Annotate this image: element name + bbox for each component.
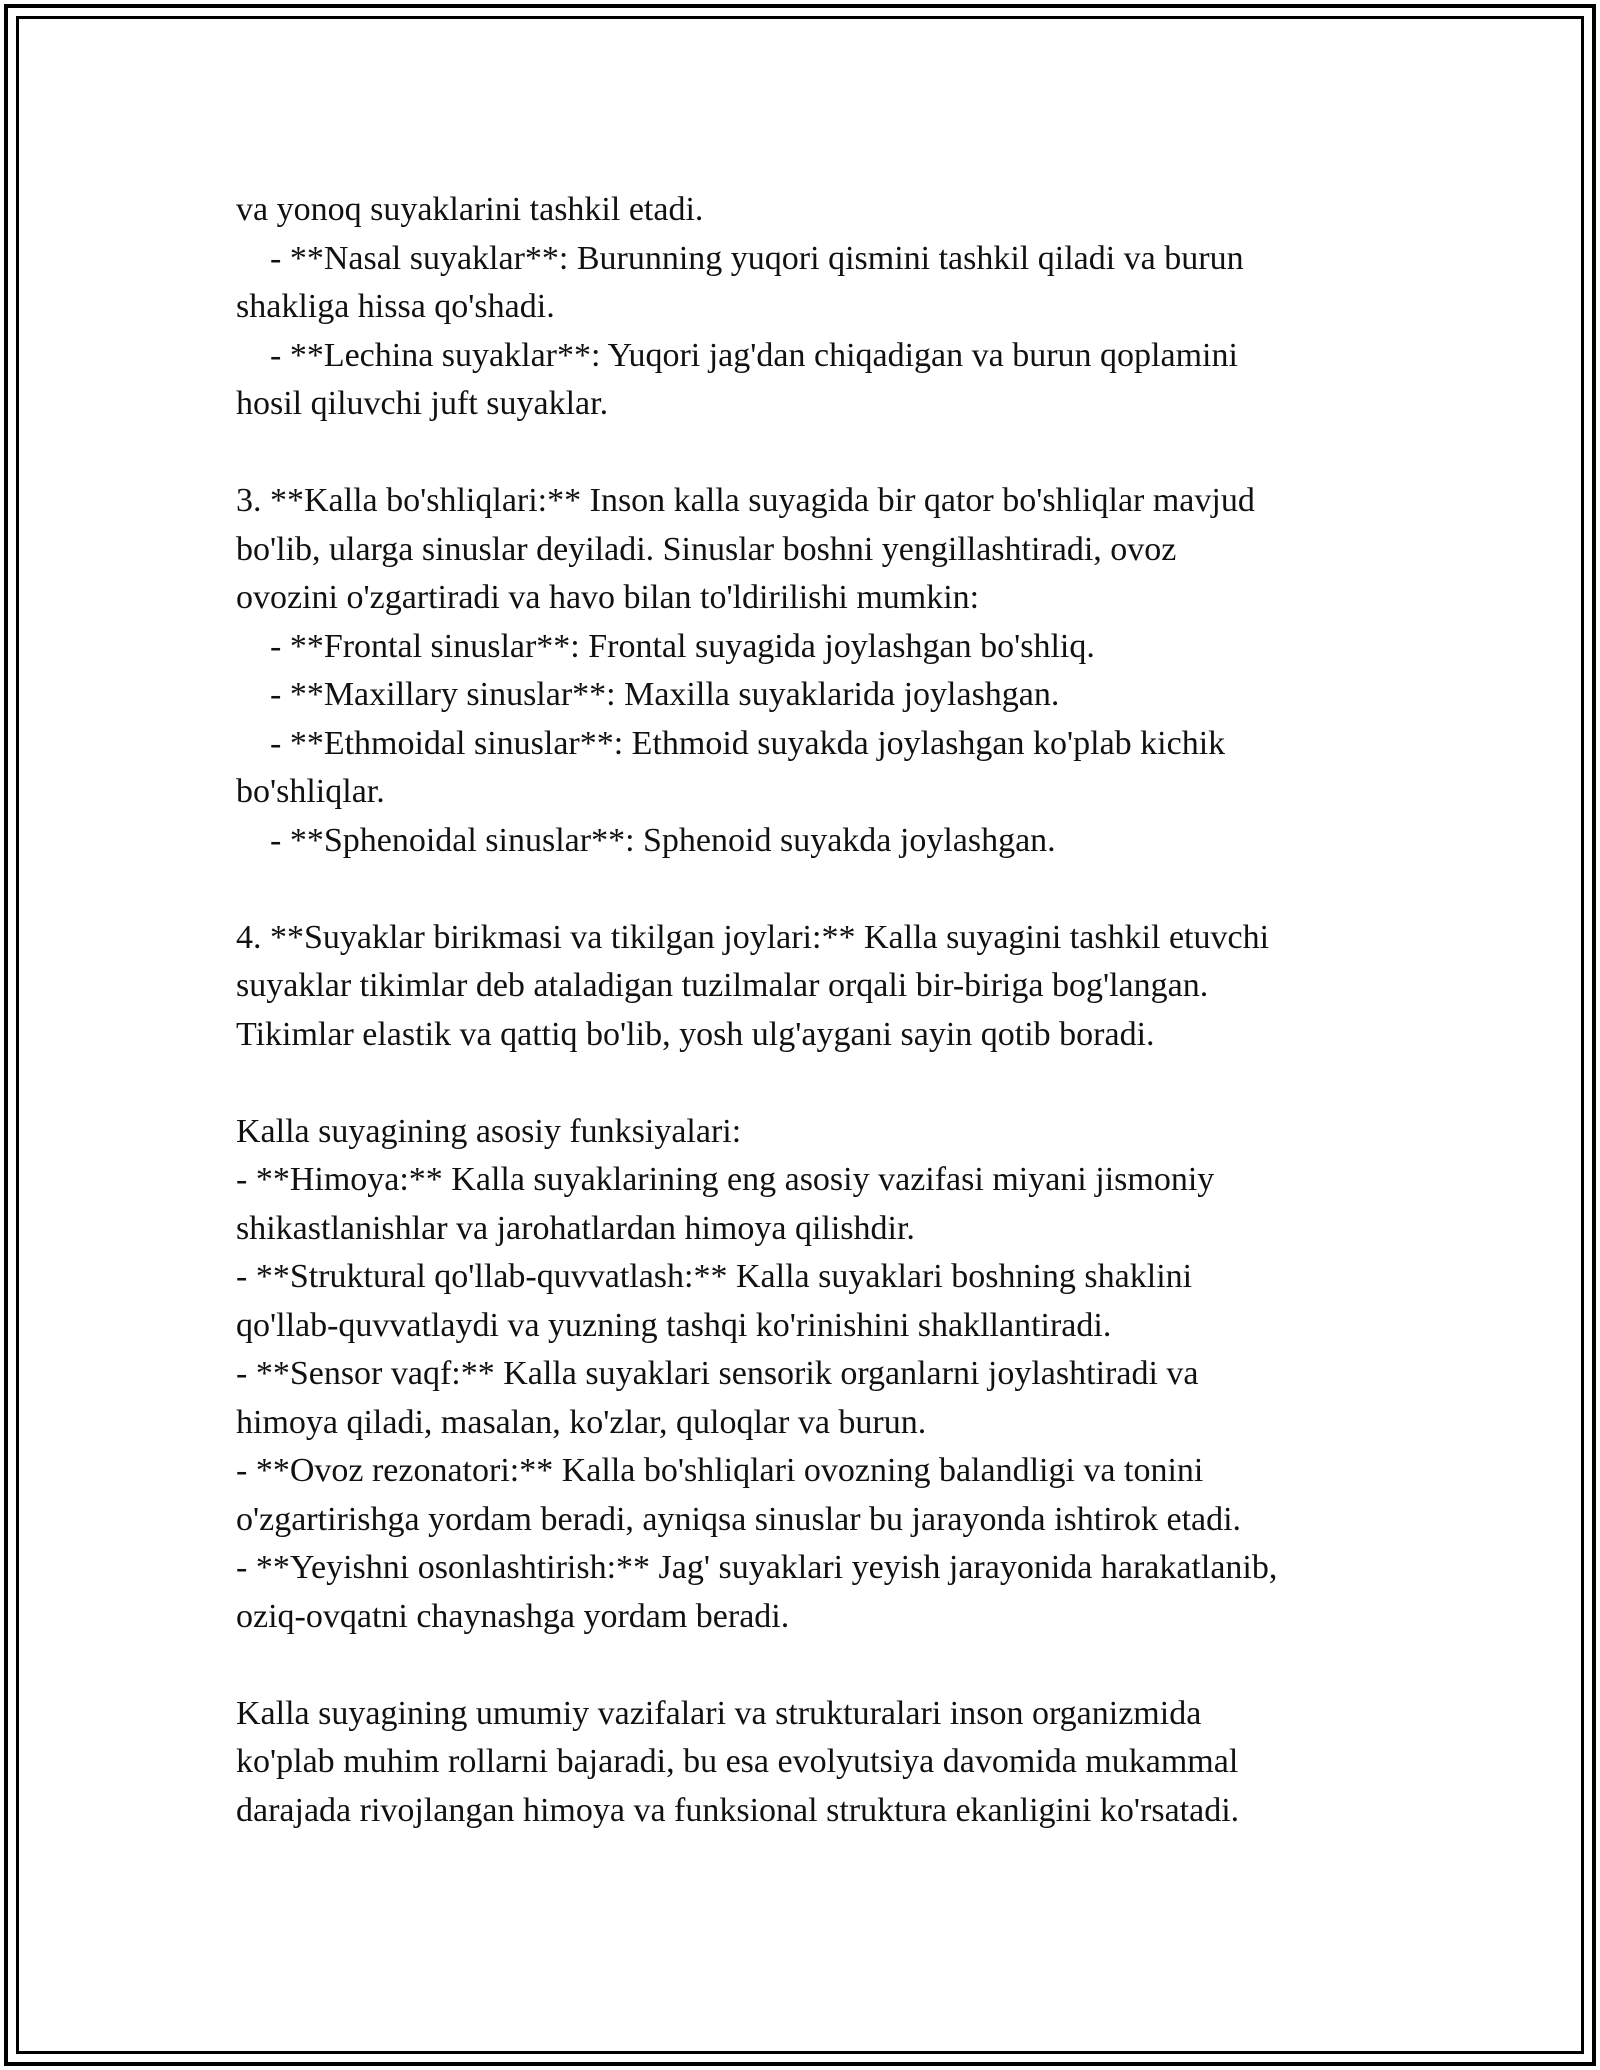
text-line: suyaklar tikimlar deb ataladigan tuzilmalar orqali bir-biriga bog'langan. <box>236 967 1209 1004</box>
text-line <box>236 865 1396 914</box>
text-line: darajada rivojlangan himoya va funksional struktura ekanligini ko'rsatadi. <box>236 1791 1240 1829</box>
text-line <box>236 429 1396 478</box>
text-line: - **Yeyishni osonlashtirish:** Jag' suyaklari yeyish jarayonida harakatlanib, <box>236 1549 1278 1586</box>
text-line: - **Ethmoidal sinuslar**: Ethmoid suyakda joylashgan ko'plab kichik <box>236 724 1226 762</box>
document-body <box>236 186 1396 1835</box>
text-line: - **Maxillary sinuslar**: Maxilla suyaklarida joylashgan. <box>236 676 1060 713</box>
text-line: 3. **Kalla bo'shliqlari:** Inson kalla suyagida bir qator bo'shliqlar mavjud <box>236 482 1255 519</box>
text-line <box>236 1641 1396 1690</box>
text-line: Tikimlar elastik va qattiq bo'lib, yosh ulg'aygani sayin qotib boradi. <box>236 1015 1155 1053</box>
text-line: himoya qiladi, masalan, ko'zlar, quloqlar va burun. <box>236 1403 927 1441</box>
text-line: hosil qiluvchi juft suyaklar. <box>236 385 609 422</box>
text-line: 4. **Suyaklar birikmasi va tikilgan joylari:** Kalla suyagini tashkil etuvchi <box>236 918 1270 956</box>
text-line: - **Sensor vaqf:** Kalla suyaklari sensorik organlarni joylashtiradi va <box>236 1355 1199 1392</box>
text-line: o'zgartirishga yordam beradi, ayniqsa sinuslar bu jarayonda ishtirok etadi. <box>236 1500 1242 1538</box>
text-line: - **Ovoz rezonatori:** Kalla bo'shliqlari ovozning balandligi va tonini <box>236 1452 1204 1489</box>
text-line: ko'plab muhim rollarni bajaradi, bu esa evolyutsiya davomida mukammal <box>236 1743 1239 1780</box>
text-line: - **Struktural qo'llab-quvvatlash:** Kalla suyaklari boshning shaklini <box>236 1258 1193 1295</box>
text-line: Kalla suyagining asosiy funksiyalari: <box>236 1112 742 1150</box>
text-line: oziq-ovqatni chaynashga yordam beradi. <box>236 1597 790 1635</box>
text-line: shakliga hissa qo'shadi. <box>236 288 555 325</box>
text-line: bo'lib, ularga sinuslar deyiladi. Sinuslar boshni yengillashtiradi, ovoz <box>236 530 1177 568</box>
text-line: bo'shliqlar. <box>236 773 385 810</box>
text-line: - **Lechina suyaklar**: Yuqori jag'dan chiqadigan va burun qoplamini <box>236 336 1238 374</box>
text-line: - **Frontal sinuslar**: Frontal suyagida joylashgan bo'shliq. <box>236 627 1095 665</box>
text-line: va yonoq suyaklarini tashkil etadi. <box>236 191 704 228</box>
text-line: shikastlanishlar va jarohatlardan himoya qilishdir. <box>236 1209 915 1247</box>
text-line: qo'llab-quvvatlaydi va yuzning tashqi ko'rinishini shakllantiradi. <box>236 1306 1112 1344</box>
text-line <box>236 1059 1396 1108</box>
text-line: - **Nasal suyaklar**: Burunning yuqori qismini tashkil qiladi va burun <box>236 239 1244 277</box>
text-line: Kalla suyagining umumiy vazifalari va strukturalari inson organizmida <box>236 1694 1202 1732</box>
text-line: - **Sphenoidal sinuslar**: Sphenoid suyakda joylashgan. <box>236 821 1056 859</box>
text-line: - **Himoya:** Kalla suyaklarining eng asosiy vazifasi miyani jismoniy <box>236 1161 1215 1198</box>
text-line: ovozini o'zgartiradi va havo bilan to'ldirilishi mumkin: <box>236 579 980 616</box>
